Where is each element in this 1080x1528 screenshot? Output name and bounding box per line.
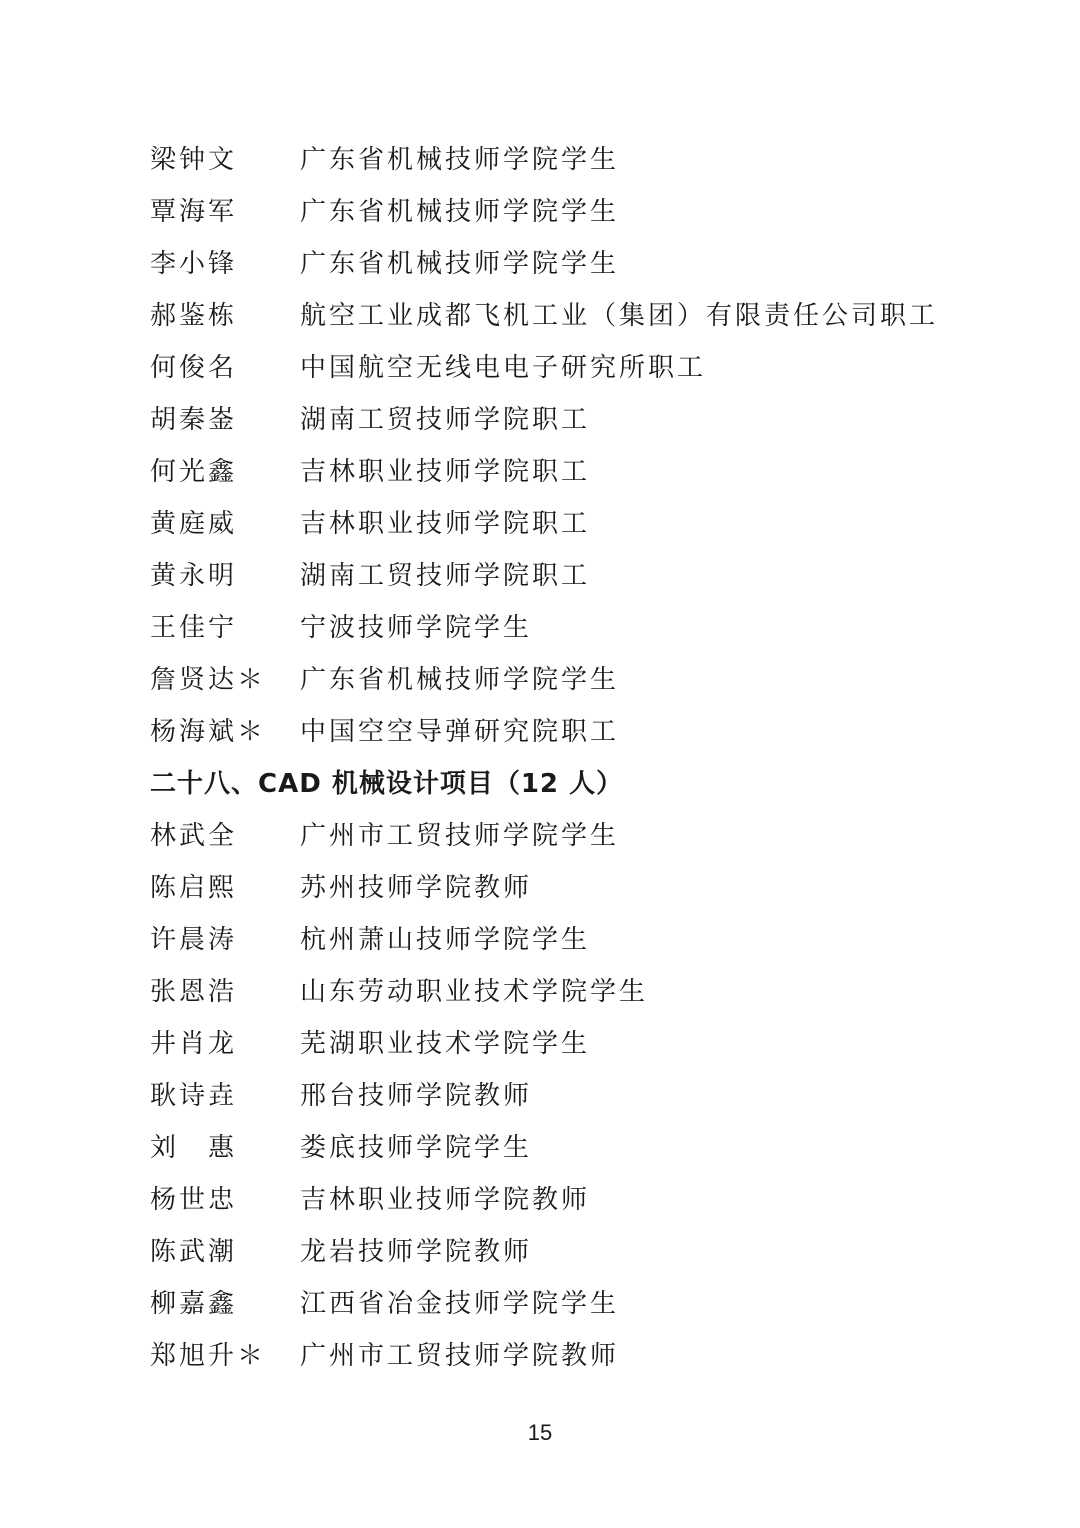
list-item: [150, 391, 990, 443]
person-organization: 吉林职业技师学院职工: [300, 456, 591, 487]
list-item: [150, 859, 990, 911]
person-organization: 湖南工贸技师学院职工: [300, 404, 591, 435]
person-organization: 广东省机械技师学院学生: [300, 144, 620, 175]
person-name: 梁钟文: [150, 144, 238, 175]
list-item: [150, 1067, 990, 1119]
person-organization: 广东省机械技师学院学生: [300, 248, 620, 279]
name-list: [150, 131, 990, 1379]
list-item: [150, 339, 990, 391]
page-number: 15: [527, 1420, 553, 1445]
person-name: 何光鑫: [150, 456, 238, 487]
person-organization: 广东省机械技师学院学生: [300, 664, 620, 695]
list-item: [150, 1119, 990, 1171]
person-organization: 中国空空导弹研究院职工: [300, 716, 620, 747]
person-name: 耿诗垚: [150, 1080, 238, 1111]
person-name: 许晨涛: [150, 924, 238, 955]
person-organization: 广州市工贸技师学院学生: [300, 820, 620, 851]
list-item: [150, 651, 990, 703]
list-item: [150, 963, 990, 1015]
person-name: 刘 惠: [150, 1132, 238, 1163]
list-item: [150, 183, 990, 235]
person-name: 陈启熙: [150, 872, 238, 903]
person-name: 王佳宁: [150, 612, 238, 643]
person-name: 郝鉴栋: [150, 300, 238, 331]
person-organization: 吉林职业技师学院职工: [300, 508, 591, 539]
person-name: 黄庭威: [150, 508, 238, 539]
list-item: [150, 911, 990, 963]
list-item: [150, 807, 990, 859]
person-organization: 山东劳动职业技术学院学生: [300, 976, 649, 1007]
person-organization: 杭州萧山技师学院学生: [300, 924, 591, 955]
person-organization: 宁波技师学院学生: [300, 612, 533, 643]
list-item: [150, 495, 990, 547]
person-name: 柳嘉鑫: [150, 1288, 238, 1319]
person-name: 胡秦崟: [150, 404, 238, 435]
person-name: 覃海军: [150, 196, 238, 227]
person-name: 郑旭升＊: [150, 1340, 267, 1371]
person-organization: 广东省机械技师学院学生: [300, 196, 620, 227]
list-item: [150, 703, 990, 755]
person-name: 杨海斌＊: [150, 716, 267, 747]
person-name: 林武全: [150, 820, 238, 851]
person-organization: 芜湖职业技术学院学生: [300, 1028, 591, 1059]
person-organization: 苏州技师学院教师: [300, 872, 533, 903]
list-item: [150, 547, 990, 599]
person-name: 陈武潮: [150, 1236, 238, 1267]
person-name: 黄永明: [150, 560, 238, 591]
person-name: 李小锋: [150, 248, 238, 279]
person-organization: 中国航空无线电电子研究所职工: [300, 352, 707, 383]
person-organization: 吉林职业技师学院教师: [300, 1184, 591, 1215]
list-item: [150, 235, 990, 287]
list-item: [150, 131, 990, 183]
section-heading: 二十八、CAD 机械设计项目（12 人）: [150, 768, 624, 799]
person-name: 杨世忠: [150, 1184, 238, 1215]
person-organization: 广州市工贸技师学院教师: [300, 1340, 620, 1371]
person-name: 井肖龙: [150, 1028, 238, 1059]
list-item: [150, 1171, 990, 1223]
person-organization: 江西省冶金技师学院学生: [300, 1288, 620, 1319]
list-item: [150, 287, 990, 339]
person-name: 何俊名: [150, 352, 238, 383]
list-item: [150, 599, 990, 651]
person-organization: 娄底技师学院学生: [300, 1132, 533, 1163]
list-item: [150, 1275, 990, 1327]
list-item: [150, 1223, 990, 1275]
person-organization: 龙岩技师学院教师: [300, 1236, 533, 1267]
person-organization: 航空工业成都飞机工业（集团）有限责任公司职工: [300, 300, 939, 331]
list-item: [150, 1015, 990, 1067]
person-organization: 湖南工贸技师学院职工: [300, 560, 591, 591]
list-item: [150, 443, 990, 495]
list-item: [150, 1327, 990, 1379]
person-name: 张恩浩: [150, 976, 238, 1007]
person-name: 詹贤达＊: [150, 664, 267, 695]
person-organization: 邢台技师学院教师: [300, 1080, 533, 1111]
